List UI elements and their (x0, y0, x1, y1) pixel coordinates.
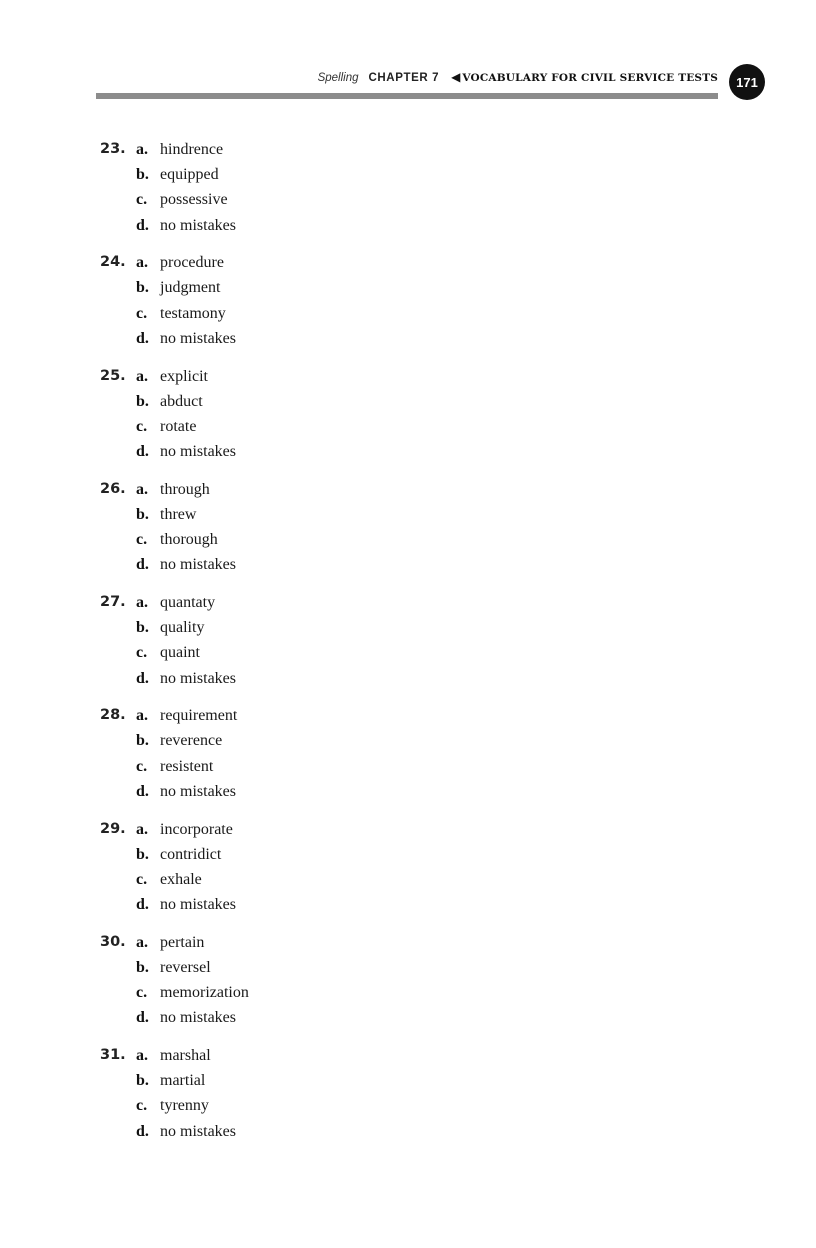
option-text: quantaty (160, 594, 216, 611)
answer-option (100, 1068, 600, 1093)
option-text: no mistakes (160, 329, 236, 347)
header-rule (96, 93, 718, 99)
answer-option (100, 477, 600, 502)
question-number: 29. (100, 820, 126, 837)
option-letter: a. (136, 367, 148, 385)
question-number: 25. (100, 367, 126, 384)
answer-option (100, 779, 600, 804)
option-letter: d. (136, 1122, 149, 1140)
option-text: abduct (160, 392, 203, 410)
option-letter: c. (136, 1097, 148, 1115)
question-number: 23. (100, 141, 126, 157)
answer-option (100, 892, 600, 917)
option-letter: c. (136, 417, 148, 435)
option-letter: b. (136, 505, 149, 523)
question-item (100, 477, 600, 578)
header-text (318, 71, 718, 84)
question-item (100, 1043, 600, 1144)
option-letter: b. (136, 1072, 149, 1090)
option-text: no mistakes (160, 1009, 236, 1027)
answer-option (100, 867, 600, 892)
answer-option (100, 754, 600, 779)
answer-option (100, 137, 600, 162)
option-letter: a. (136, 480, 148, 498)
option-text: tyrenny (160, 1097, 209, 1115)
option-text: quality (160, 619, 205, 637)
option-text: threw (160, 505, 197, 523)
option-text: martial (160, 1072, 206, 1090)
option-letter: c. (136, 984, 148, 1002)
option-text: pertain (160, 933, 205, 951)
option-text: procedure (160, 254, 224, 272)
answer-option (100, 842, 600, 867)
option-letter: c. (136, 191, 148, 209)
option-letter: d. (136, 216, 149, 234)
question-list (100, 137, 600, 1156)
question-item (100, 137, 600, 238)
option-letter: b. (136, 958, 149, 976)
option-text: judgment (160, 279, 221, 297)
chapter-label: CHAPTER 7 (368, 72, 440, 84)
option-text: reverence (160, 732, 223, 750)
option-letter: b. (136, 619, 149, 637)
option-letter: d. (136, 1009, 149, 1027)
option-letter: b. (136, 279, 149, 297)
answer-option (100, 1119, 600, 1144)
question-item (100, 817, 600, 918)
option-text: no mistakes (160, 443, 236, 461)
answer-option (100, 213, 600, 238)
option-letter: a. (136, 707, 148, 725)
option-text: equipped (160, 166, 219, 184)
option-text: no mistakes (160, 782, 236, 800)
section-name: Spelling (317, 72, 359, 84)
option-text: no mistakes (160, 556, 236, 574)
option-text: resistent (160, 757, 214, 775)
running-header (96, 62, 718, 102)
answer-option (100, 389, 600, 414)
option-text: thorough (160, 531, 218, 549)
answer-option (100, 615, 600, 640)
option-text: hindrence (160, 141, 224, 158)
option-letter: c. (136, 304, 148, 322)
answer-option (100, 527, 600, 552)
option-letter: d. (136, 443, 149, 461)
question-number: 31. (100, 1047, 126, 1063)
option-text: memorization (160, 984, 249, 1002)
answer-option (100, 552, 600, 577)
option-text: contridict (160, 845, 222, 863)
option-letter: b. (136, 845, 149, 863)
question-number: 24. (100, 254, 126, 271)
option-text: no mistakes (160, 1122, 236, 1140)
option-letter: b. (136, 732, 149, 750)
option-text: no mistakes (160, 669, 236, 687)
option-text: incorporate (160, 820, 233, 838)
answer-option (100, 326, 600, 351)
option-letter: d. (136, 782, 149, 800)
option-letter: d. (136, 329, 149, 347)
option-letter: a. (136, 141, 148, 158)
option-text: exhale (160, 870, 202, 888)
option-text: testamony (160, 304, 226, 322)
option-text: possessive (160, 191, 228, 209)
answer-option (100, 187, 600, 212)
answer-option (100, 703, 600, 728)
option-letter: c. (136, 644, 148, 662)
option-letter: d. (136, 669, 149, 687)
answer-option (100, 817, 600, 842)
question-number: 30. (100, 933, 126, 950)
answer-option (100, 640, 600, 665)
option-letter: d. (136, 556, 149, 574)
option-letter: a. (136, 254, 148, 272)
option-letter: d. (136, 896, 149, 914)
option-letter: c. (136, 757, 148, 775)
option-text: explicit (160, 367, 208, 385)
page-number: 171 (736, 74, 758, 90)
book-title: VOCABULARY FOR CIVIL SERVICE TESTS (462, 72, 718, 84)
question-item (100, 364, 600, 465)
option-letter: a. (136, 933, 148, 951)
answer-option (100, 162, 600, 187)
answer-option (100, 275, 600, 300)
option-text: requirement (160, 707, 238, 725)
answer-option (100, 301, 600, 326)
answer-option (100, 364, 600, 389)
left-arrow-icon: ◀ (451, 70, 461, 84)
answer-option (100, 955, 600, 980)
option-letter: a. (136, 820, 148, 838)
option-letter: c. (136, 531, 148, 549)
answer-option (100, 1005, 600, 1030)
question-item (100, 590, 600, 691)
option-text: quaint (160, 644, 200, 662)
option-letter: a. (136, 1047, 148, 1064)
option-text: reversel (160, 958, 211, 976)
option-letter: b. (136, 166, 149, 184)
option-letter: c. (136, 870, 148, 888)
option-text: rotate (160, 417, 197, 435)
question-number: 28. (100, 707, 126, 724)
answer-option (100, 414, 600, 439)
option-text: no mistakes (160, 896, 236, 914)
answer-option (100, 590, 600, 615)
answer-option (100, 502, 600, 527)
answer-option (100, 1093, 600, 1118)
option-text: through (160, 480, 210, 498)
answer-option (100, 930, 600, 955)
answer-option (100, 666, 600, 691)
question-item (100, 930, 600, 1031)
question-number: 27. (100, 594, 126, 610)
question-item (100, 703, 600, 804)
option-text: no mistakes (160, 216, 236, 234)
answer-option (100, 980, 600, 1005)
question-item (100, 250, 600, 351)
answer-option (100, 439, 600, 464)
answer-option (100, 250, 600, 275)
question-number: 26. (100, 480, 126, 497)
page-number-badge (729, 64, 765, 100)
answer-option (100, 728, 600, 753)
answer-option (100, 1043, 600, 1068)
option-letter: a. (136, 594, 148, 611)
option-letter: b. (136, 392, 149, 410)
option-text: marshal (160, 1047, 211, 1064)
